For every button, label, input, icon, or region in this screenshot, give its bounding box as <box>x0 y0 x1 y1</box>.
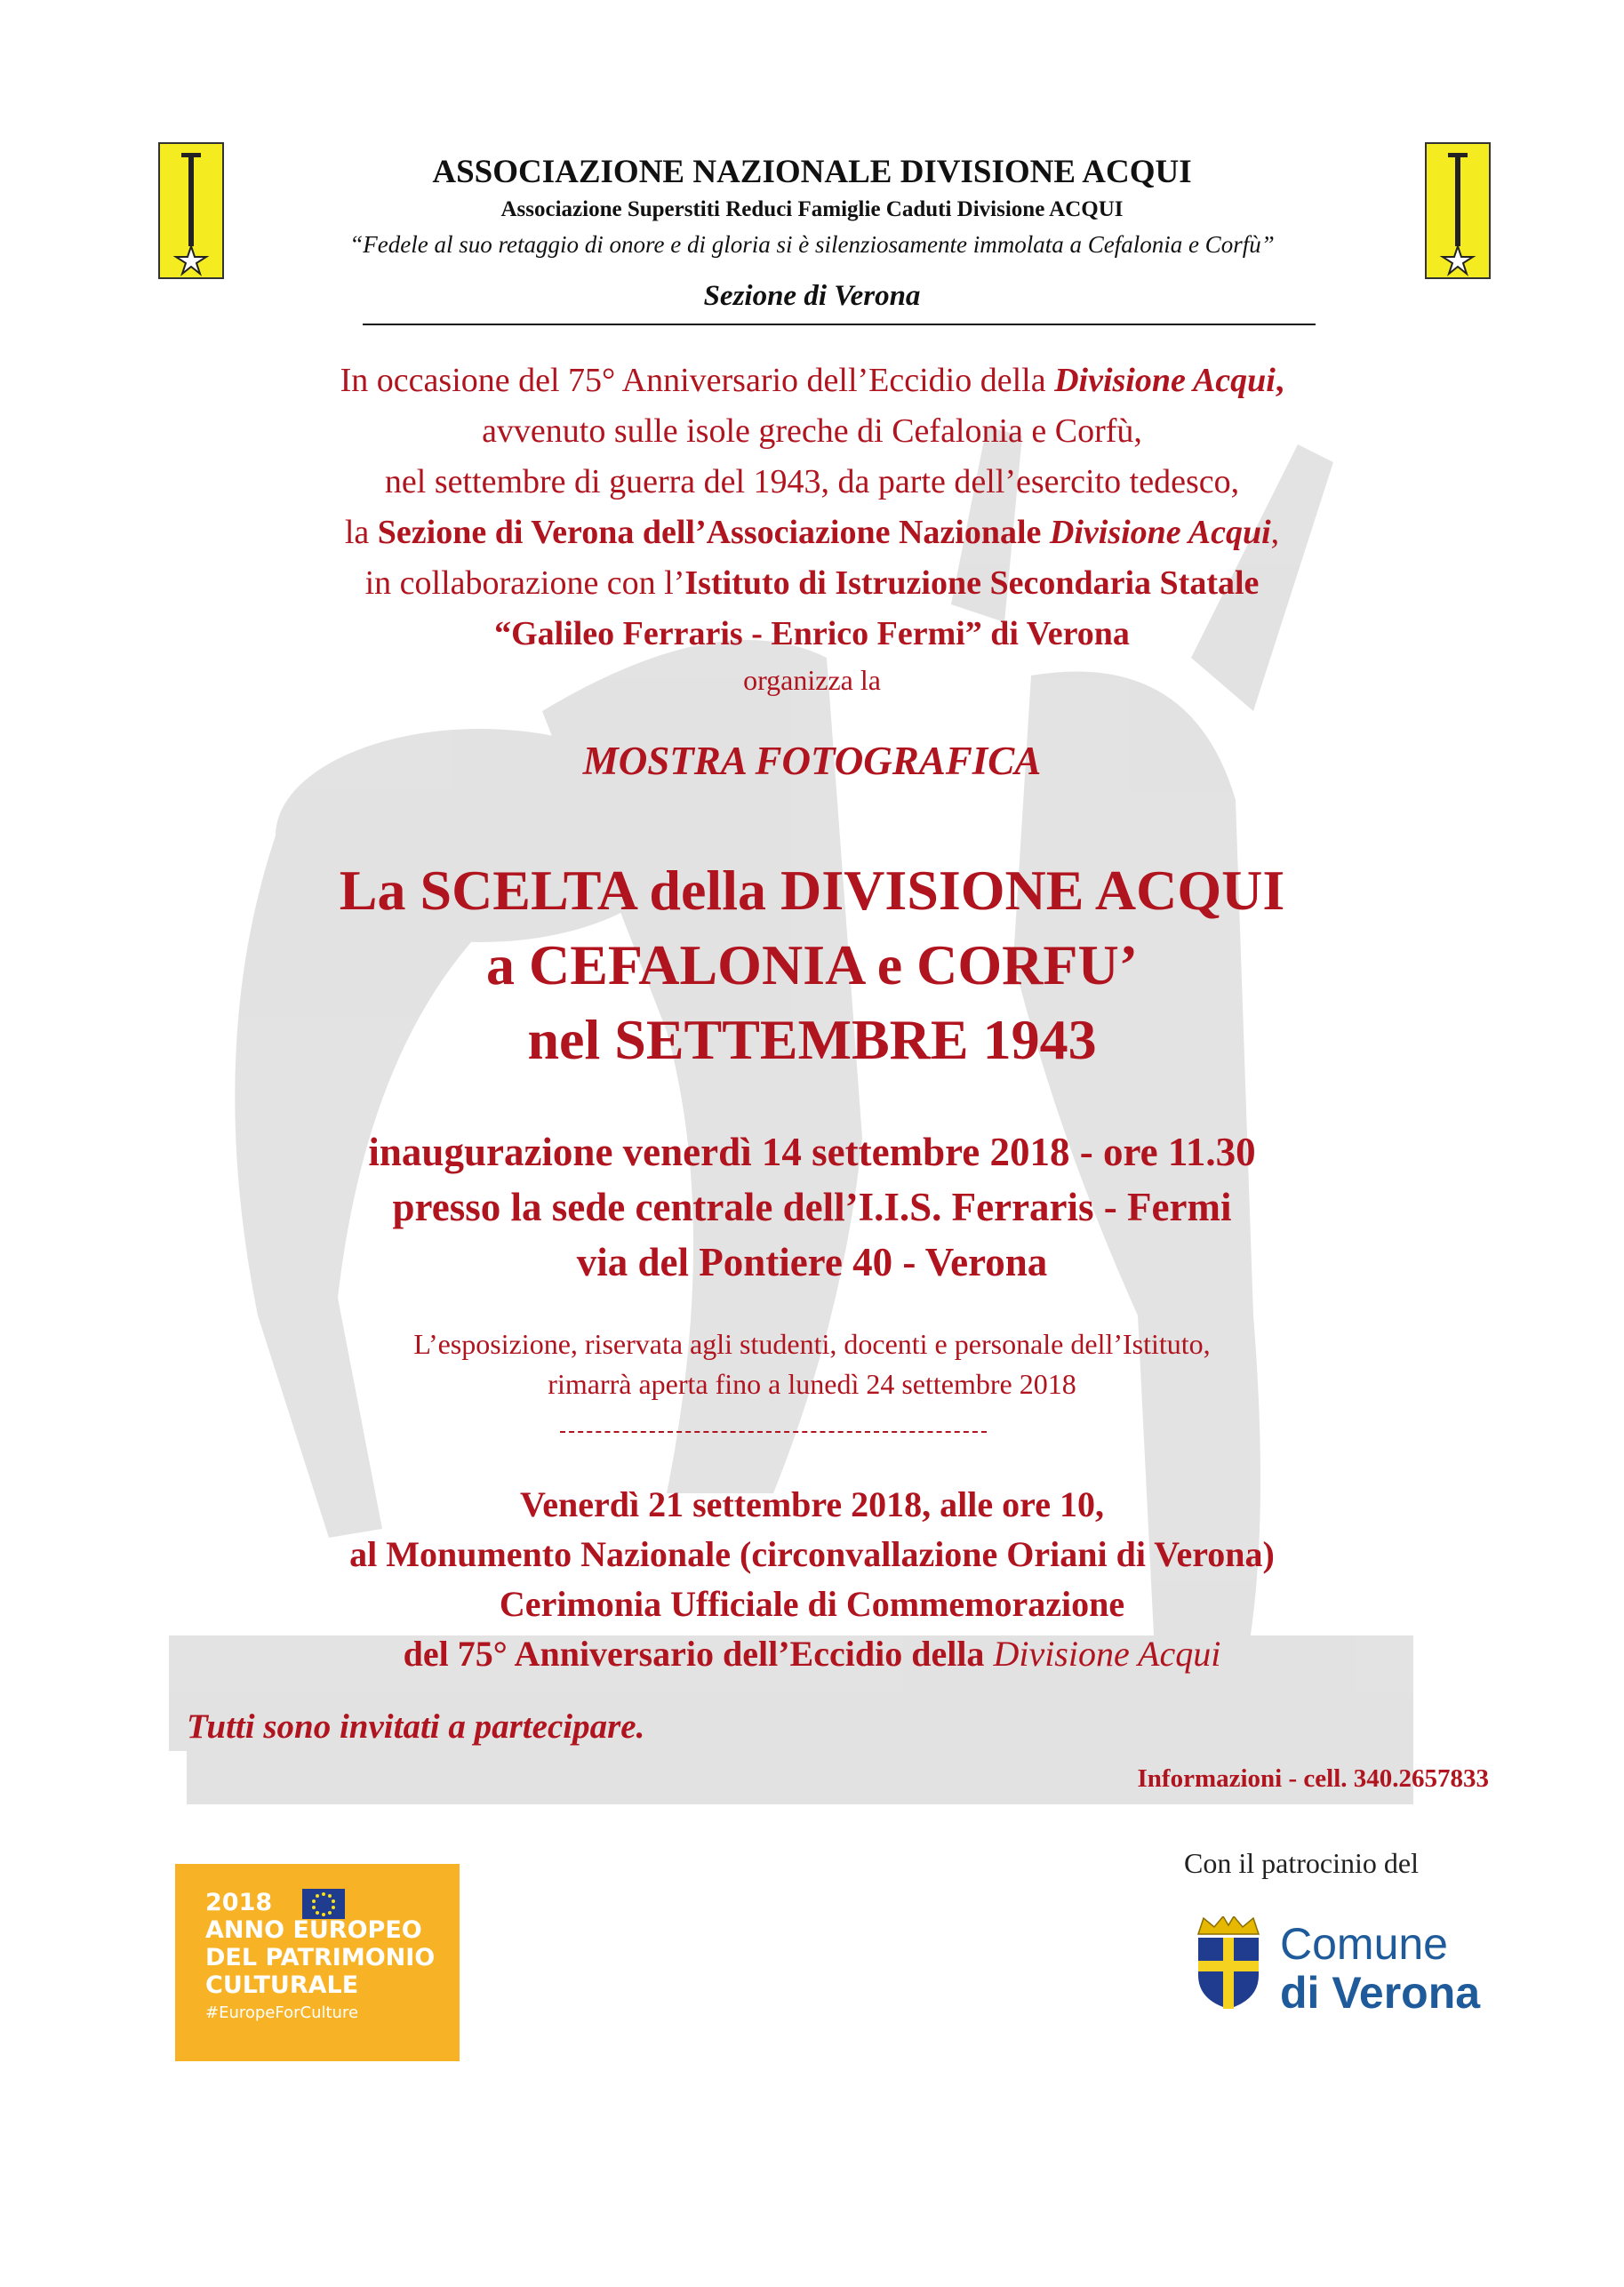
association-subtitle: Associazione Superstiti Reduci Famiglie Caduti Divisione ACQUI <box>500 197 1124 221</box>
association-motto: “Fedele al suo retaggio di onore e di gloria si è silenziosamente immolata a Cefalonia e Corfù” <box>349 231 1275 258</box>
header-divider <box>363 324 1316 325</box>
intro-paragraph: In occasione del 75° Anniversario dell’Eccidio della Divisione Acqui, avvenuto sulle isole greche di Cefalonia e Corfù, nel settembre di guerra del 1943, da parte dell’esercito tedesco, la Sezione di Verona dell’Associazione Nazionale Divisione Acqui, in collaborazione con l’Istituto di Istruzione Secondaria Statale “Galileo Ferraris - Enrico Fermi” di Verona <box>340 362 1284 652</box>
ceremony-details: Venerdì 21 settembre 2018, alle ore 10, al Monumento Nazionale (circonvallazione Oriani di Verona) Cerimonia Ufficiale di Commemorazione del 75° Anniversario dell’Eccidio della Divisione Acqui <box>349 1484 1275 1674</box>
info-contact: Informazioni - cell. 340.2657833 <box>1137 1764 1489 1793</box>
mostra-heading: MOSTRA FOTOGRAFICA <box>582 739 1042 783</box>
dashed-separator <box>560 1431 987 1433</box>
patrocinio-label: Con il patrocinio del <box>1184 1847 1419 1879</box>
organizza-label: organizza la <box>743 664 881 696</box>
exhibition-title: La SCELTA della DIVISIONE ACQUI a CEFALONIA e CORFU’ nel SETTEMBRE 1943 <box>339 859 1285 1071</box>
section-name: Sezione di Verona <box>703 280 921 312</box>
association-title: ASSOCIAZIONE NAZIONALE DIVISIONE ACQUI <box>432 154 1192 190</box>
exposition-note: L’esposizione, riservata agli studenti, docenti e personale dell’Istituto, rimarrà aperta fino a lunedì 24 settembre 2018 <box>413 1328 1211 1400</box>
comune-shield-icon <box>1191 1916 1267 2010</box>
event-details: inaugurazione venerdì 14 settembre 2018 - ore 11.30 presso la sede centrale dell’I.I.S. Ferraris - Fermi via del Pontiere 40 - Verona <box>368 1130 1256 1284</box>
invite-text: Tutti sono invitati a partecipare. <box>187 1707 645 1746</box>
comune-verona-logo: Comune di Verona <box>1187 1890 1489 2019</box>
eu-heritage-logo: 2018 ANNO EUROPEO DEL PATRIMONIO CULTURALE #EuropeForCulture <box>175 1864 460 2061</box>
